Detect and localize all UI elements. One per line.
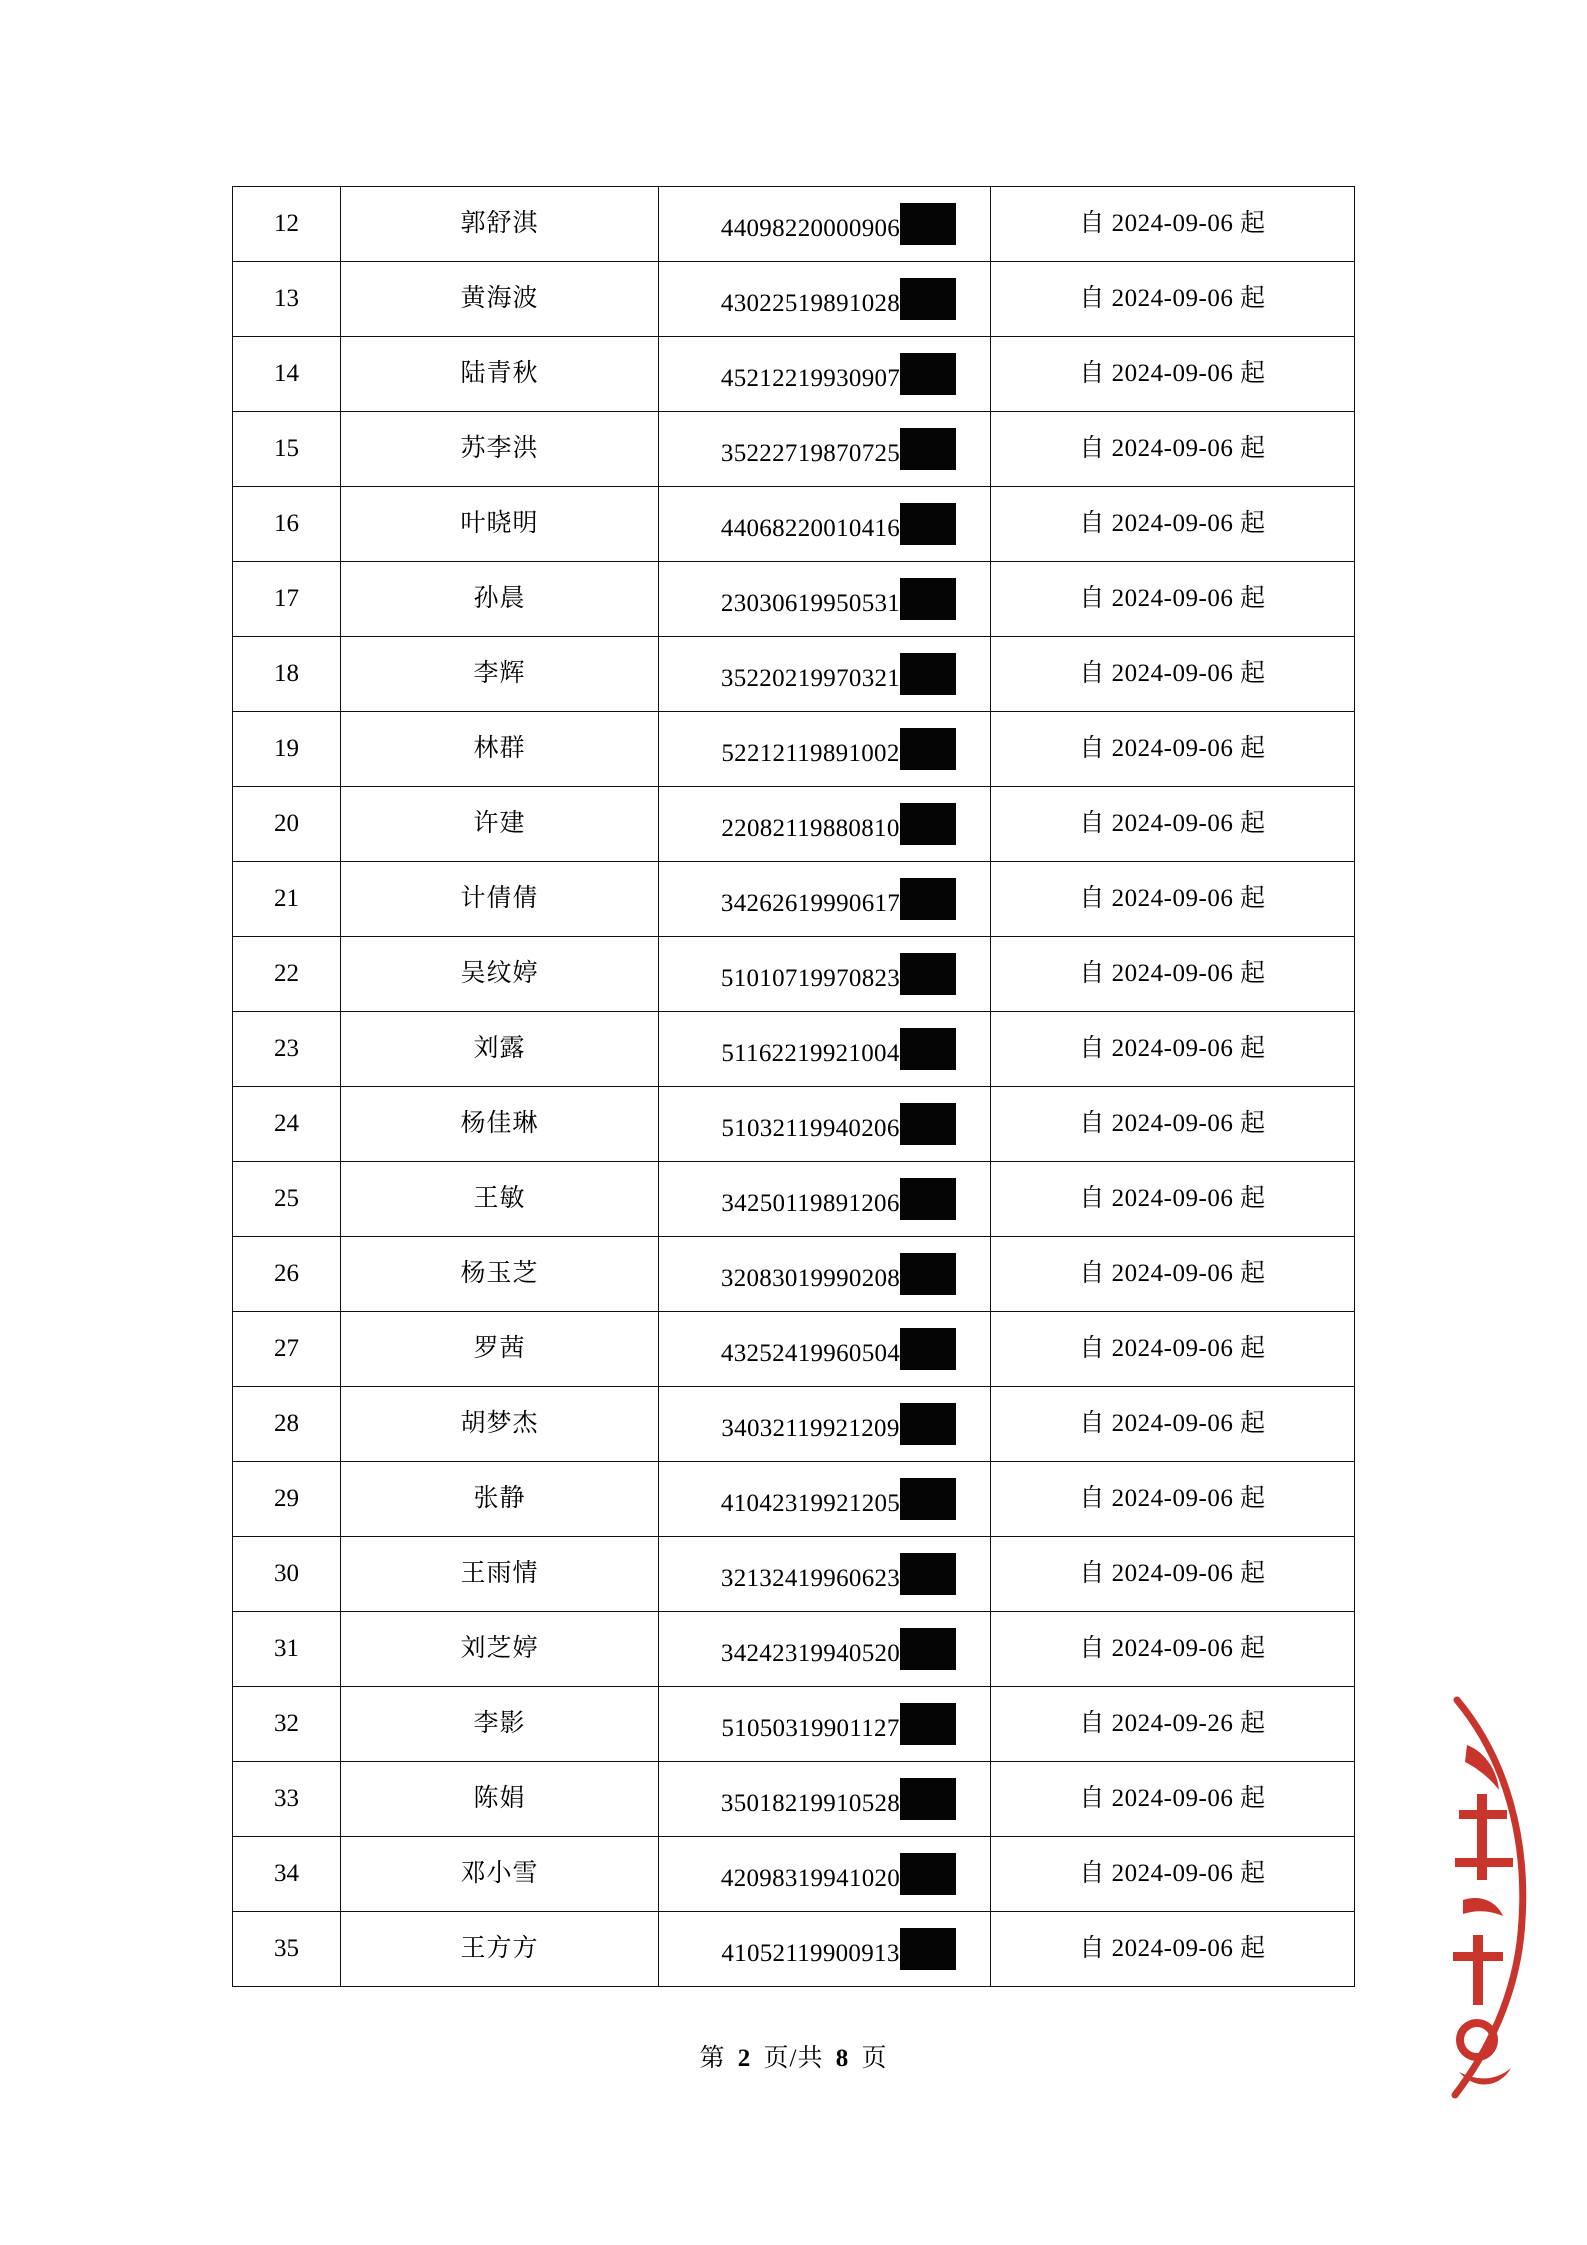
row-index-cell: 32 <box>233 1687 341 1762</box>
row-id-text: 51032119940206 <box>721 1115 900 1142</box>
row-id-cell <box>659 487 991 562</box>
redaction-block <box>900 653 956 695</box>
redaction-block <box>900 1628 956 1670</box>
row-date-cell: 自 2024-09-06 起 <box>991 637 1355 712</box>
row-id-cell <box>659 712 991 787</box>
footer-total-pages: 8 <box>835 2045 850 2072</box>
row-name-cell: 陈娟 <box>341 1762 659 1837</box>
row-index-cell: 34 <box>233 1837 341 1912</box>
row-id-cell <box>659 1462 991 1537</box>
row-index-cell: 17 <box>233 562 341 637</box>
row-index-cell: 20 <box>233 787 341 862</box>
table-row <box>233 1462 1355 1537</box>
row-id-text: 34262619990617 <box>720 890 901 917</box>
redaction-block <box>900 1928 956 1970</box>
row-id-text: 44068220010416 <box>720 515 901 542</box>
row-id-text: 22082119880810 <box>721 815 900 842</box>
row-id-text: 34242319940520 <box>720 1640 901 1667</box>
row-date-cell: 自 2024-09-06 起 <box>991 1162 1355 1237</box>
table-row <box>233 487 1355 562</box>
redaction-block <box>900 1478 956 1520</box>
row-id-cell <box>659 1687 991 1762</box>
row-index-cell: 27 <box>233 1312 341 1387</box>
row-name-cell: 张静 <box>341 1462 659 1537</box>
row-date-cell: 自 2024-09-06 起 <box>991 1837 1355 1912</box>
row-id-cell <box>659 862 991 937</box>
row-id-cell <box>659 262 991 337</box>
redaction-block <box>900 1553 956 1595</box>
row-date-cell: 自 2024-09-06 起 <box>991 1312 1355 1387</box>
row-index-cell: 30 <box>233 1537 341 1612</box>
redaction-block <box>900 1178 956 1220</box>
row-id-cell <box>659 1762 991 1837</box>
row-date-cell: 自 2024-09-06 起 <box>991 787 1355 862</box>
table-row <box>233 1387 1355 1462</box>
row-date-cell: 自 2024-09-06 起 <box>991 1462 1355 1537</box>
roster-table <box>232 186 1355 1987</box>
row-index-cell: 35 <box>233 1912 341 1987</box>
redaction-block <box>900 1328 956 1370</box>
row-name-cell: 黄海波 <box>341 262 659 337</box>
row-name-cell: 李辉 <box>341 637 659 712</box>
row-name-cell: 刘露 <box>341 1012 659 1087</box>
table-row <box>233 337 1355 412</box>
redaction-block <box>900 353 956 395</box>
row-id-text: 44098220000906 <box>720 215 901 242</box>
row-date-cell: 自 2024-09-06 起 <box>991 937 1355 1012</box>
footer-prefix: 第 <box>699 2045 726 2072</box>
row-id-text: 35220219970321 <box>720 665 901 692</box>
redaction-block <box>900 1403 956 1445</box>
row-id-text: 43252419960504 <box>720 1340 901 1367</box>
row-index-cell: 13 <box>233 262 341 337</box>
row-name-cell: 王敏 <box>341 1162 659 1237</box>
redaction-block <box>900 1028 956 1070</box>
page-footer <box>0 2038 1587 2074</box>
row-date-cell: 自 2024-09-06 起 <box>991 1237 1355 1312</box>
row-id-cell <box>659 412 991 487</box>
row-name-cell: 罗茜 <box>341 1312 659 1387</box>
row-id-cell <box>659 1012 991 1087</box>
table-row <box>233 1537 1355 1612</box>
redaction-block <box>900 428 956 470</box>
footer-middle: 页/共 <box>763 2045 824 2072</box>
row-index-cell: 12 <box>233 187 341 262</box>
table-row <box>233 937 1355 1012</box>
row-date-cell: 自 2024-09-06 起 <box>991 187 1355 262</box>
row-date-cell: 自 2024-09-06 起 <box>991 1612 1355 1687</box>
row-index-cell: 14 <box>233 337 341 412</box>
redaction-block <box>900 578 956 620</box>
redaction-block <box>900 1253 956 1295</box>
table-row <box>233 262 1355 337</box>
row-date-cell: 自 2024-09-06 起 <box>991 337 1355 412</box>
row-name-cell: 吴纹婷 <box>341 937 659 1012</box>
row-id-text: 35018219910528 <box>720 1790 901 1817</box>
row-index-cell: 16 <box>233 487 341 562</box>
redaction-block <box>900 503 956 545</box>
table-row <box>233 862 1355 937</box>
row-date-cell: 自 2024-09-06 起 <box>991 1912 1355 1987</box>
row-id-cell <box>659 1912 991 1987</box>
row-name-cell: 王方方 <box>341 1912 659 1987</box>
redaction-block <box>900 1103 956 1145</box>
row-id-text: 34250119891206 <box>721 1190 900 1217</box>
row-name-cell: 陆青秋 <box>341 337 659 412</box>
table-row <box>233 412 1355 487</box>
table-row <box>233 787 1355 862</box>
table-row <box>233 1687 1355 1762</box>
row-date-cell: 自 2024-09-06 起 <box>991 262 1355 337</box>
table-row <box>233 1837 1355 1912</box>
roster-table-container <box>232 186 1354 1987</box>
table-row <box>233 1237 1355 1312</box>
table-row <box>233 562 1355 637</box>
row-index-cell: 15 <box>233 412 341 487</box>
table-row <box>233 187 1355 262</box>
row-date-cell: 自 2024-09-06 起 <box>991 412 1355 487</box>
redaction-block <box>900 278 956 320</box>
row-index-cell: 24 <box>233 1087 341 1162</box>
row-id-cell <box>659 1162 991 1237</box>
row-id-text: 51162219921004 <box>721 1040 900 1067</box>
row-id-cell <box>659 787 991 862</box>
row-id-text: 45212219930907 <box>720 365 901 392</box>
row-id-text: 32083019990208 <box>720 1265 901 1292</box>
redaction-block <box>900 203 956 245</box>
row-name-cell: 郭舒淇 <box>341 187 659 262</box>
row-name-cell: 杨佳琳 <box>341 1087 659 1162</box>
row-id-text: 35222719870725 <box>720 440 901 467</box>
table-row <box>233 1312 1355 1387</box>
row-index-cell: 21 <box>233 862 341 937</box>
row-id-text: 41042319921205 <box>720 1490 901 1517</box>
row-name-cell: 李影 <box>341 1687 659 1762</box>
row-index-cell: 25 <box>233 1162 341 1237</box>
row-index-cell: 19 <box>233 712 341 787</box>
row-id-text: 42098319941020 <box>720 1865 901 1892</box>
row-index-cell: 31 <box>233 1612 341 1687</box>
row-name-cell: 胡梦杰 <box>341 1387 659 1462</box>
row-index-cell: 22 <box>233 937 341 1012</box>
row-id-text: 51050319901127 <box>721 1715 900 1742</box>
footer-page-number: 2 <box>737 2045 752 2072</box>
row-date-cell: 自 2024-09-06 起 <box>991 712 1355 787</box>
row-name-cell: 林群 <box>341 712 659 787</box>
table-row <box>233 1012 1355 1087</box>
table-row <box>233 1912 1355 1987</box>
redaction-block <box>900 728 956 770</box>
row-id-cell <box>659 187 991 262</box>
redaction-block <box>900 953 956 995</box>
row-index-cell: 33 <box>233 1762 341 1837</box>
row-index-cell: 18 <box>233 637 341 712</box>
roster-table-body <box>233 187 1355 1987</box>
row-name-cell: 杨玉芝 <box>341 1237 659 1312</box>
row-id-cell <box>659 637 991 712</box>
row-date-cell: 自 2024-09-06 起 <box>991 1537 1355 1612</box>
row-id-cell <box>659 1387 991 1462</box>
row-id-cell <box>659 337 991 412</box>
row-id-text: 43022519891028 <box>720 290 901 317</box>
row-id-text: 41052119900913 <box>721 1940 900 1967</box>
table-row <box>233 712 1355 787</box>
row-name-cell: 叶晓明 <box>341 487 659 562</box>
row-date-cell: 自 2024-09-06 起 <box>991 1762 1355 1837</box>
row-name-cell: 孙晨 <box>341 562 659 637</box>
row-name-cell: 计倩倩 <box>341 862 659 937</box>
row-date-cell: 自 2024-09-06 起 <box>991 862 1355 937</box>
row-date-cell: 自 2024-09-06 起 <box>991 1012 1355 1087</box>
row-id-text: 51010719970823 <box>720 965 901 992</box>
row-name-cell: 许建 <box>341 787 659 862</box>
row-name-cell: 邓小雪 <box>341 1837 659 1912</box>
table-row <box>233 1762 1355 1837</box>
row-id-cell <box>659 1837 991 1912</box>
row-name-cell: 苏李洪 <box>341 412 659 487</box>
row-id-cell <box>659 1237 991 1312</box>
row-index-cell: 26 <box>233 1237 341 1312</box>
row-date-cell: 自 2024-09-26 起 <box>991 1687 1355 1762</box>
row-id-cell <box>659 562 991 637</box>
row-id-cell <box>659 1087 991 1162</box>
redaction-block <box>900 803 956 845</box>
row-id-text: 52212119891002 <box>721 740 900 767</box>
row-id-cell <box>659 1312 991 1387</box>
row-date-cell: 自 2024-09-06 起 <box>991 562 1355 637</box>
row-id-text: 34032119921209 <box>721 1415 900 1442</box>
row-id-text: 32132419960623 <box>720 1565 901 1592</box>
table-row <box>233 1612 1355 1687</box>
row-name-cell: 王雨情 <box>341 1537 659 1612</box>
row-index-cell: 29 <box>233 1462 341 1537</box>
redaction-block <box>900 1853 956 1895</box>
redaction-block <box>900 1703 956 1745</box>
footer-suffix: 页 <box>861 2045 888 2072</box>
row-name-cell: 刘芝婷 <box>341 1612 659 1687</box>
row-id-cell <box>659 1537 991 1612</box>
row-id-cell <box>659 937 991 1012</box>
redaction-block <box>900 878 956 920</box>
row-id-text: 23030619950531 <box>720 590 901 617</box>
row-index-cell: 23 <box>233 1012 341 1087</box>
table-row <box>233 1087 1355 1162</box>
row-id-cell <box>659 1612 991 1687</box>
redaction-block <box>900 1778 956 1820</box>
row-date-cell: 自 2024-09-06 起 <box>991 1387 1355 1462</box>
table-row <box>233 637 1355 712</box>
row-date-cell: 自 2024-09-06 起 <box>991 487 1355 562</box>
row-index-cell: 28 <box>233 1387 341 1462</box>
table-row <box>233 1162 1355 1237</box>
row-date-cell: 自 2024-09-06 起 <box>991 1087 1355 1162</box>
